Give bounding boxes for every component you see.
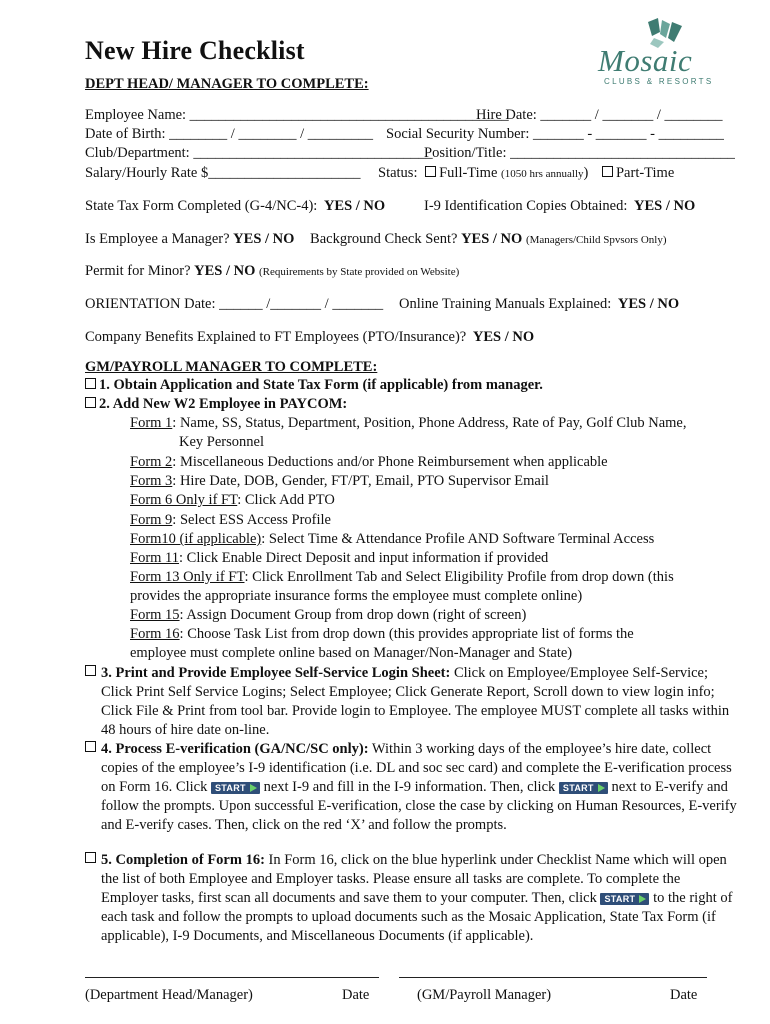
step-2-text: 2. Add New W2 Employee in PAYCOM: bbox=[99, 396, 348, 412]
form-item bbox=[130, 531, 654, 548]
start-label: START bbox=[214, 783, 246, 793]
form-label: Form 6 Only if FT bbox=[130, 492, 238, 508]
employee-name-field[interactable]: Employee Name: ____________________________________________ bbox=[85, 107, 509, 123]
permit-yes-no[interactable]: YES / NO bbox=[194, 263, 256, 279]
form-item-continuation: Key Personnel bbox=[179, 434, 264, 450]
step-1-checkbox[interactable] bbox=[85, 378, 96, 389]
form-item bbox=[130, 415, 686, 432]
step-3-text: Click on Employee/Employee Self-Service; Click Print Self Service Logins; Select Employee; Click Generate Report, Scroll down to view login info; Click File & Print from tool bar. Provide login to Employee. The employee MUST complete all tasks within 48 hours of hire date on-line. bbox=[101, 665, 730, 738]
online-training-yes-no[interactable]: YES / NO bbox=[617, 296, 680, 312]
step-5-checkbox-wrap bbox=[85, 851, 99, 868]
step-4-title: 4. Process E-verification (GA/NC/SC only): bbox=[101, 741, 369, 757]
step-4 bbox=[101, 740, 741, 835]
step-3-checkbox-wrap bbox=[85, 664, 99, 681]
benefits-row bbox=[85, 329, 534, 346]
form-item bbox=[130, 473, 549, 490]
form-text: : Select ESS Access Profile bbox=[172, 512, 331, 528]
form-label: Form10 (if applicable) bbox=[130, 531, 262, 547]
form-item bbox=[130, 454, 608, 471]
online-training-label: Online Training Manuals Explained: bbox=[399, 296, 612, 312]
i9-copies-row bbox=[424, 198, 695, 215]
background-label: Background Check Sent? bbox=[310, 231, 458, 247]
is-manager-yes-no[interactable]: YES / NO bbox=[233, 231, 295, 247]
signature-date-left: Date bbox=[342, 987, 370, 1003]
form-label: Form 3 bbox=[130, 473, 173, 489]
full-time-note-close: ) bbox=[583, 165, 589, 181]
form-text: : Click Add PTO bbox=[237, 492, 335, 508]
form-label: Form 9 bbox=[130, 512, 173, 528]
page-title: New Hire Checklist bbox=[85, 36, 305, 65]
benefits-yes-no[interactable]: YES / NO bbox=[472, 329, 535, 345]
step-2-checkbox[interactable] bbox=[85, 397, 96, 408]
background-note: (Managers/Child Spvsors Only) bbox=[525, 234, 667, 246]
signature-label-left: (Department Head/Manager) bbox=[85, 987, 253, 1003]
start-label: START bbox=[562, 783, 594, 793]
online-training-row bbox=[399, 296, 679, 313]
start-button[interactable] bbox=[600, 893, 649, 905]
start-button[interactable] bbox=[211, 782, 260, 794]
signature-line-right[interactable] bbox=[399, 977, 707, 978]
state-tax-yes-no[interactable]: YES / NO bbox=[323, 198, 386, 214]
full-time-note: (1050 hrs annually bbox=[501, 168, 584, 180]
form-text: : Hire Date, DOB, Gender, FT/PT, Email, PTO Supervisor Email bbox=[172, 473, 549, 489]
hire-date-field[interactable]: Hire Date: _______ / _______ / ________ bbox=[476, 107, 723, 123]
i9-copies-label: I-9 Identification Copies Obtained: bbox=[424, 198, 628, 214]
form-item bbox=[130, 492, 335, 509]
start-button[interactable] bbox=[559, 782, 608, 794]
step-5-text-b: to the right of each task and follow the prompts to upload documents such as the Mosaic Application, State Tax Form (if applicable), I-9 Documents, and Miscellaneous Documents (if applicable). bbox=[101, 890, 733, 944]
form-item bbox=[130, 512, 331, 529]
permit-label: Permit for Minor? bbox=[85, 263, 191, 279]
position-title-field[interactable]: Position/Title: _______________________________ bbox=[424, 145, 735, 161]
form-label: Form 1 bbox=[130, 415, 173, 431]
i9-copies-yes-no[interactable]: YES / NO bbox=[633, 198, 696, 214]
form-text: : Click Enrollment Tab and Select Eligibility Profile from drop down (this bbox=[244, 569, 674, 585]
form-text: : Name, SS, Status, Department, Position, Phone Address, Rate of Pay, Golf Club Name, bbox=[172, 415, 687, 431]
form-text: : Choose Task List from drop down (this provides appropriate list of forms the bbox=[179, 626, 634, 642]
step-2 bbox=[85, 396, 347, 413]
step-4-text-b: next I-9 and fill in the I-9 information. Then, click bbox=[263, 779, 556, 795]
state-tax-row bbox=[85, 198, 385, 215]
salary-field[interactable]: Salary/Hourly Rate $_____________________ bbox=[85, 165, 361, 181]
status-row bbox=[378, 165, 674, 182]
form-item bbox=[130, 550, 548, 567]
signature-line-left[interactable] bbox=[85, 977, 379, 978]
club-department-field[interactable]: Club/Department: _________________________________ bbox=[85, 145, 433, 161]
orientation-date-field[interactable]: ORIENTATION Date: ______ /_______ / _______ bbox=[85, 296, 384, 312]
full-time-checkbox[interactable] bbox=[425, 166, 436, 177]
step-4-checkbox-wrap bbox=[85, 740, 99, 757]
play-arrow-icon bbox=[598, 784, 605, 792]
dob-field[interactable]: Date of Birth: ________ / ________ / _________ bbox=[85, 126, 373, 142]
step-1 bbox=[85, 377, 543, 394]
permit-note: (Requirements by State provided on Website) bbox=[259, 266, 460, 278]
signature-label-right: (GM/Payroll Manager) bbox=[417, 987, 552, 1003]
signature-date-right: Date bbox=[670, 987, 698, 1003]
step-4-text-a: Within 3 working days of the employee’s hire date, collect copies of the employee’s I-9 identification (i.e. DL and soc sec card) and complete the E-verification process on Form 16. Click bbox=[101, 741, 732, 795]
start-label: START bbox=[604, 894, 636, 904]
form-item-continuation: provides the appropriate insurance forms the employee must complete online) bbox=[130, 588, 583, 604]
logo-subtitle: CLUBS & RESORTS bbox=[604, 77, 714, 86]
step-3-title: 3. Print and Provide Employee Self-Service Login Sheet: bbox=[101, 665, 451, 681]
permit-row bbox=[85, 263, 459, 280]
form-label: Form 15 bbox=[130, 607, 180, 623]
logo-wordmark: Mosaic bbox=[598, 43, 693, 78]
part-time-checkbox[interactable] bbox=[602, 166, 613, 177]
step-4-checkbox[interactable] bbox=[85, 741, 96, 752]
state-tax-label: State Tax Form Completed (G-4/NC-4): bbox=[85, 198, 318, 214]
step-3-checkbox[interactable] bbox=[85, 665, 96, 676]
step-5-title: 5. Completion of Form 16: bbox=[101, 852, 265, 868]
step-5-checkbox[interactable] bbox=[85, 852, 96, 863]
form-text: : Assign Document Group from drop down (right of screen) bbox=[179, 607, 527, 623]
play-arrow-icon bbox=[250, 784, 257, 792]
form-text: : Click Enable Direct Deposit and input information if provided bbox=[179, 550, 549, 566]
form-label: Form 16 bbox=[130, 626, 180, 642]
full-time-label: Full-Time bbox=[439, 165, 498, 181]
form-item bbox=[130, 569, 674, 586]
form-text: : Select Time & Attendance Profile AND Software Terminal Access bbox=[261, 531, 655, 547]
step-1-text: 1. Obtain Application and State Tax Form (if applicable) from manager. bbox=[99, 377, 543, 393]
form-label: Form 13 Only if FT bbox=[130, 569, 245, 585]
form-label: Form 2 bbox=[130, 454, 173, 470]
background-yes-no[interactable]: YES / NO bbox=[461, 231, 523, 247]
part-time-label: Part-Time bbox=[615, 165, 675, 181]
step-5-text-a: In Form 16, click on the blue hyperlink under Checklist Name which will open the list of both Employee and Employer tasks. Please ensure all tasks are complete. To complete the Employer tasks, first scan all documents and save them to your computer. Then, click bbox=[101, 852, 727, 906]
step-5 bbox=[101, 851, 741, 946]
benefits-label: Company Benefits Explained to FT Employees (PTO/Insurance)? bbox=[85, 329, 467, 345]
manager-row bbox=[85, 231, 666, 248]
status-label: Status: bbox=[378, 165, 418, 181]
form-item bbox=[130, 626, 634, 643]
gm-section-heading: GM/PAYROLL MANAGER TO COMPLETE: bbox=[85, 359, 378, 375]
form-label: Form 11 bbox=[130, 550, 180, 566]
play-arrow-icon bbox=[639, 895, 646, 903]
form-item bbox=[130, 607, 526, 624]
step-3 bbox=[101, 664, 741, 740]
is-manager-label: Is Employee a Manager? bbox=[85, 231, 230, 247]
ssn-field[interactable]: Social Security Number: _______ - _______ - _________ bbox=[386, 126, 724, 142]
form-text: : Miscellaneous Deductions and/or Phone Reimbursement when applicable bbox=[172, 454, 608, 470]
step-4-text-c: next to E-verify and follow the prompts. Upon successful E-verification, close the case by clicking on Human Resources, E-verify and E-verify cases. Then, click on the red ‘X’ and follow the prompts. bbox=[101, 779, 737, 833]
dept-section-heading: DEPT HEAD/ MANAGER TO COMPLETE: bbox=[85, 76, 369, 92]
form-item-continuation: employee must complete online based on Manager/Non-Manager and State) bbox=[130, 645, 573, 661]
